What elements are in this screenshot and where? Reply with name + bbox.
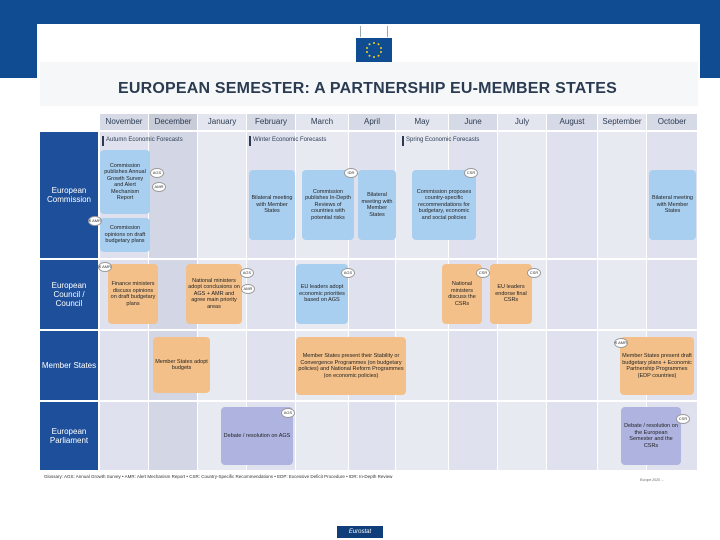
box-ags-publication: Commission publishes Annual Growth Survey and Alert Mechanism Report xyxy=(100,150,150,214)
row-header-member-states: Member States xyxy=(40,331,98,400)
box-eu-leaders-priorities: EU leaders adopt economic priorities based on AGS xyxy=(296,264,348,324)
box-draft-budgetary-plans: Member States present draft budgetary plans + Economic Partnership Programmes (EDP countries) xyxy=(620,337,694,395)
amr-badge-icon: AMR xyxy=(152,182,166,192)
month-header-2: January xyxy=(198,114,246,130)
forecast-marker xyxy=(402,136,404,146)
row-divider xyxy=(40,329,698,331)
month-column-9 xyxy=(547,132,597,470)
box-csr-proposal: Commission proposes country-specific recommendations for budgetary, economic and social policies xyxy=(412,170,476,240)
box-bilateral-meeting-2: Bilateral meeting with Member States xyxy=(358,170,396,240)
month-header-8: July xyxy=(498,114,546,130)
box-bilateral-meeting-3: Bilateral meeting with Member States xyxy=(649,170,696,240)
box-in-depth-reviews: Commission publishes In-Depth Reviews of countries with potential risks xyxy=(302,170,354,240)
ags-badge-icon: AGS xyxy=(240,268,254,278)
glossary: Glossary: AGS: Annual Growth Survey • AMR: Alert Mechanism Report • CSR: Country-Specific Recommendations • EDP: Excessive Deficit Procedure • IDR: In-Depth Review xyxy=(44,474,393,479)
box-debate-semester: Debate / resolution on the European Semester and the CSRs xyxy=(621,407,681,465)
row-divider xyxy=(40,400,698,402)
footer-eurostat: Eurostat xyxy=(337,526,383,538)
csr-badge-icon: CSR xyxy=(527,268,541,278)
row-header-council: European Council / Council xyxy=(40,260,98,329)
box-debate-ags: Debate / resolution on AGS xyxy=(221,407,293,465)
autumn-forecast-label: Autumn Economic Forecasts xyxy=(106,137,183,143)
box-national-ministers-csr: National ministers discuss the CSRs xyxy=(442,264,482,324)
box-commission-opinions: Commission opinions on draft budgetary plans xyxy=(100,218,150,252)
forecast-marker xyxy=(249,136,251,146)
month-header-9: August xyxy=(547,114,597,130)
box-national-ministers: National ministers adopt conclusions on AGS + AMR and agree main priority areas xyxy=(186,264,242,324)
row-header-parliament: European Parliament xyxy=(40,402,98,470)
row-divider xyxy=(40,258,698,260)
month-header-11: October xyxy=(647,114,697,130)
ags-badge-icon: AGS xyxy=(341,268,355,278)
month-header-10: September xyxy=(598,114,646,130)
box-finance-ministers: Finance ministers discuss opinions on draft budgetary plans xyxy=(108,264,158,324)
csr-badge-icon: CSR xyxy=(476,268,490,278)
eu-flag-icon xyxy=(356,38,392,62)
csr-badge-icon: CSR xyxy=(676,414,690,424)
row-header-commission: European Commission xyxy=(40,132,98,258)
edp-badge-icon: € AMR xyxy=(614,338,628,348)
month-header-6: May xyxy=(396,114,448,130)
ags-badge-icon: AGS xyxy=(281,408,295,418)
month-header-3: February xyxy=(247,114,295,130)
box-eu-leaders-csr: EU leaders endorse final CSRs xyxy=(490,264,532,324)
spring-forecast-label: Spring Economic Forecasts xyxy=(406,137,480,143)
berlaymont-icon xyxy=(360,26,388,37)
month-header-4: March xyxy=(296,114,348,130)
month-header-7: June xyxy=(449,114,497,130)
box-ms-adopt-budgets: Member States adopt budgets xyxy=(153,337,210,393)
box-stability-programmes: Member States present their Stability or Convergence Programmes (on budgetary policies) and National Reform Programmes (on economic policies) xyxy=(296,337,406,395)
month-header-5: April xyxy=(349,114,395,130)
idr-badge-icon: IDR xyxy=(344,168,358,178)
edp-badge-icon: € AMR xyxy=(88,216,102,226)
edp-badge-icon: € AMR xyxy=(98,262,112,272)
forecast-marker xyxy=(102,136,104,146)
amr-badge-icon: AMR xyxy=(241,284,255,294)
box-bilateral-meeting-1: Bilateral meeting with Member States xyxy=(249,170,295,240)
month-header-0: November xyxy=(100,114,148,130)
footnote-reference: Europe 2020 ... xyxy=(640,478,664,482)
ags-badge-icon: AGS xyxy=(150,168,164,178)
csr-badge-icon: CSR xyxy=(464,168,478,178)
month-header-1: December xyxy=(149,114,197,130)
winter-forecast-label: Winter Economic Forecasts xyxy=(253,137,327,143)
page-title: EUROPEAN SEMESTER: A PARTNERSHIP EU-MEMBER STATES xyxy=(118,80,618,97)
